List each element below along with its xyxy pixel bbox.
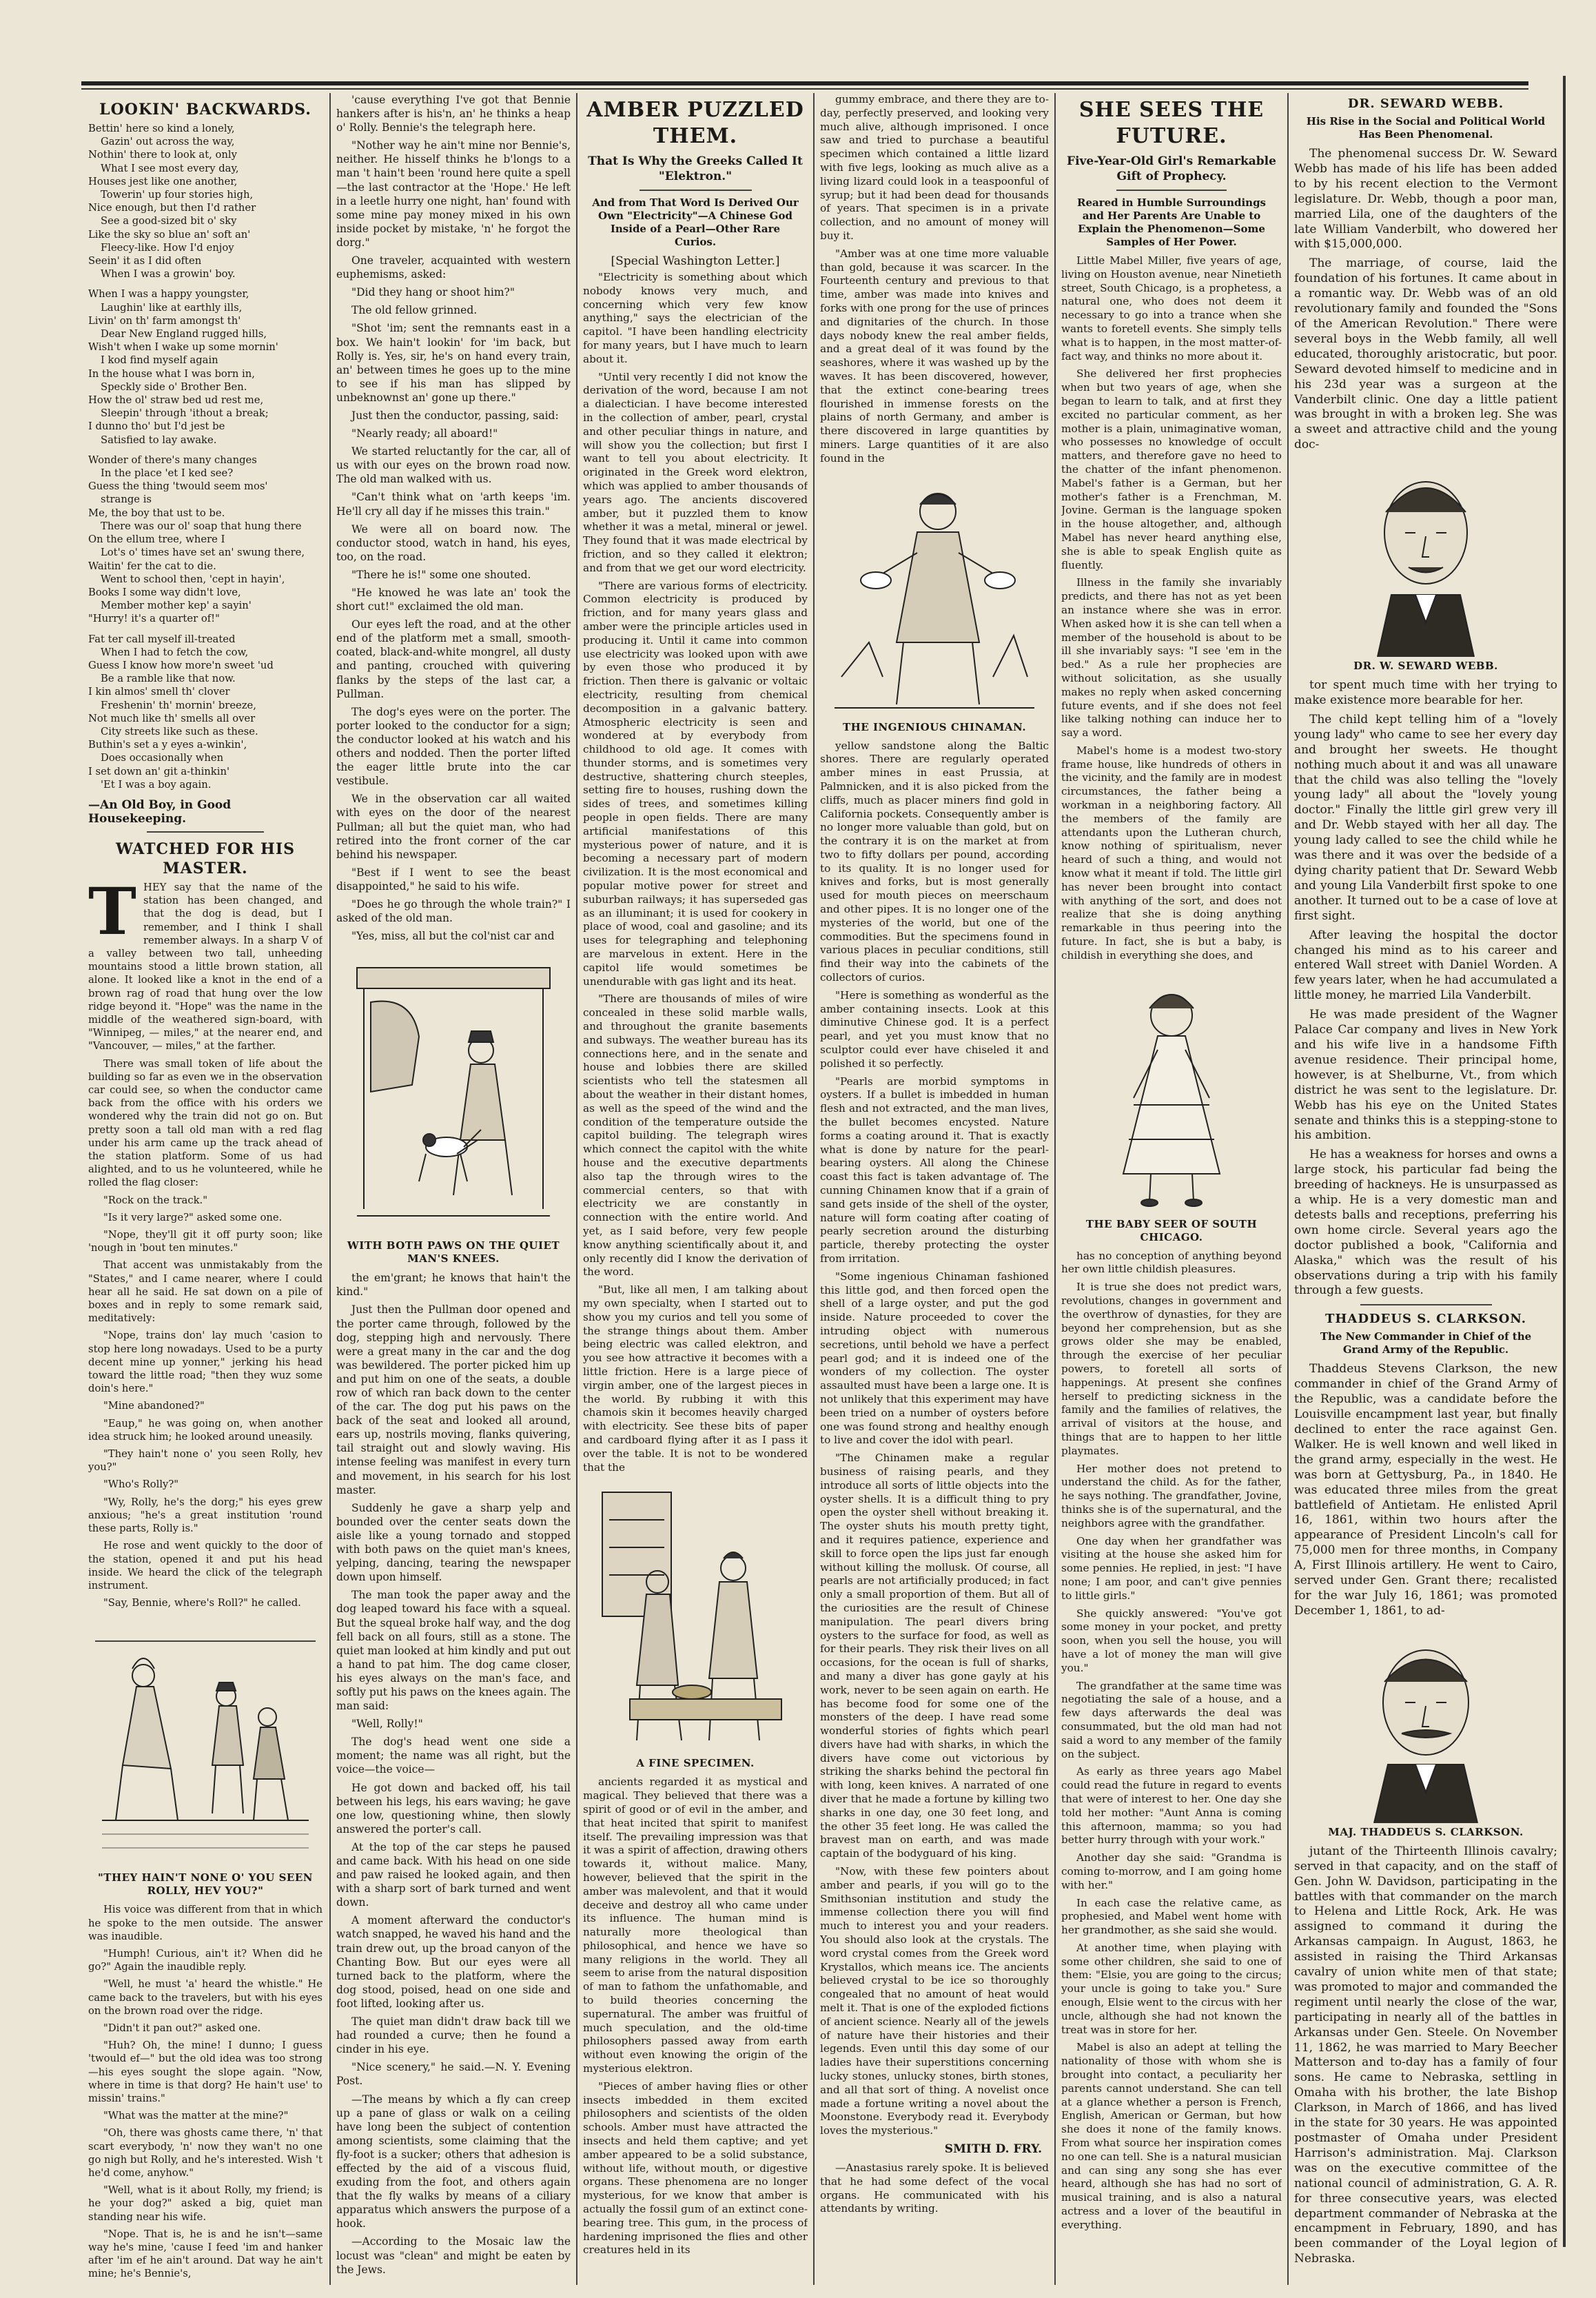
paragraph: "Electricity is something about which nobody knows very much, and concerning which very few know anything," says the electrician of the capitol. "I have been handling electricity for many years, but I have much to learn about it.	[583, 271, 808, 365]
article-body-2	[1061, 1250, 1282, 2233]
poem-line: Sleepin' through 'ithout a break;	[101, 407, 269, 420]
top-border-thin	[81, 88, 1528, 90]
column-5	[1061, 93, 1282, 2288]
paragraph: "Humph! Curious, ain't it? When did he go?" Again the inaudible reply.	[88, 1947, 323, 1973]
figure-baby-seer	[1061, 967, 1282, 1244]
paragraph: The old fellow grinned.	[351, 304, 478, 317]
figure-caption: A FINE SPECIMEN.	[636, 1757, 755, 1770]
poem-line: City streets like such as these.	[101, 725, 258, 738]
poem-line: strange is	[101, 494, 152, 506]
paragraph: "Rock on the track."	[103, 1194, 208, 1206]
paragraph: That accent was unmistakably from the "States," and I came nearer, where I could hear all he said. He sat down on a pile of boxes and in reply to some remark said, meditatively:	[88, 1259, 323, 1325]
paragraph: —According to the Mosaic law the locust was "clean" and might be eaten by the Jews.	[336, 2235, 571, 2276]
story-paragraphs-2	[88, 1903, 323, 2280]
paragraph: "Well, Rolly!"	[351, 1718, 423, 1731]
article-deck-2: The New Commander in Chief of the Grand Army of the Republic.	[1320, 1330, 1532, 1356]
story-body	[88, 873, 323, 1609]
paragraph: "Pieces of amber having flies or other insects imbedded in them excited philosophers and scientists of the olden schools. Amber must have attracted the insects and held them captive; and yet amber appeared to be a solid substance, without life, without mouth, or digestive organs. These phenomena are no longer mysterious, for we know that amber is actually the fossil gum of an extinct cone-bearing tree. This gum, in the process of hardening imprisoned the flies and other creatures held in its	[583, 2080, 808, 2257]
paragraph: Mabel's home is a modest two-story frame house, like hundreds of others in the vicinity, and the family are in modest circumstances, the father being a workman in a neighboring factory. All the members of the family are attendants upon the Lutheran church, know nothing of spiritualism, never heard of such a thing, and would not know what it meant if told. The little girl has never been brought into contact with anything of the sort, and does not realize that she is doing anything remarkable in thus peering into the future. In fact, she is but a baby, is childish in everything she does, and	[1061, 744, 1282, 962]
paragraph: We in the observation car all waited with eyes on the door of the nearest Pullman; all but the quiet man, who had retired into the front corner of the car behind his newspaper.	[336, 793, 571, 861]
paragraph: We were all on board now. The conductor stood, watch in hand, his eyes, too, on the road.	[336, 522, 571, 563]
poem-credit: —An Old Boy, in Good Housekeeping.	[88, 797, 232, 826]
poem-stanza	[88, 287, 323, 446]
paragraph: "Did they hang or shoot him?"	[351, 286, 515, 299]
paragraph: It is true she does not predict wars, revolutions, changes in government and the overthrow of dynasties, for they are beyond her comprehension, but as she grows older she may be enabled, through the exercise of her peculiar powers, to foretell all sorts of happenings. At present she confines herself to predicting sickness in the family and the families of relatives, the arrival of visitors at the house, and things that are to happen to her little playmates.	[1061, 1281, 1282, 1457]
paragraph: Little Mabel Miller, five years of age, living on Houston avenue, near Ninetieth street, South Chicago, is a prophetess, a natural one, who does not deem it necessary to go into a trance when she wants to foretell events. She simply tells what is to happen, in the most matter-of-fact way, and thinks no more about it.	[1061, 254, 1282, 363]
column-4	[820, 93, 1049, 2288]
column-rule	[576, 93, 577, 2285]
paragraph: "Here is something as wonderful as the amber containing insects. Look at this diminutive Chinese god. It is a perfect pearl, and yet you must know that no sculptor could ever have chiseled it and polished it so perfectly.	[820, 988, 1049, 1070]
poem-line: Fleecy-like. How I'd enjoy	[101, 241, 234, 254]
dateline: [Special Washington Letter.]	[611, 254, 780, 268]
paragraph: "Nother way he ain't mine nor Bennie's, neither. He hisself thinks he b'longs to a man 't hain't been 'round here quite a spell—the last contractor at the 'Hope.' He left in a leetle hurry one night, han' found with some mine pay money mixed in his own inside pocket by mistake, 'n' he forgot the dorg."	[336, 139, 571, 249]
paragraph: One day when her grandfather was visiting at the house she asked him for some pennies. He replied, in jest: "I have none; I am poor, and can't give pennies to little girls."	[1061, 1534, 1282, 1602]
column-6	[1294, 93, 1557, 2288]
poem-line: Nice enough, but then I'd rather	[88, 202, 256, 214]
poem-line: When I had to fetch the cow,	[101, 646, 249, 658]
poem-line: Not much like th' smells all over	[88, 712, 256, 724]
paragraph: "But, like all men, I am talking about my own specialty, when I started out to show you my curios and tell you some of the strange things about them. Amber being electric was called elektron, and you see how attractive it becomes with a little friction. Here is a large piece of virgin amber, one of the largest pieces in the world. By rubbing it with this chamois skin it becomes heavily charged with electricity. See these bits of paper and cardboard flying after it as I pass it over the table. It is not to be wondered that the	[583, 1283, 808, 1474]
paragraph: One traveler, acquainted with western euphemisms, asked:	[336, 254, 571, 281]
paragraph: "Shot 'im; sent the remnants east in a box. We hain't lookin' for 'im back, but Rolly is. Yes, sir, he's on hand every train, an' between times he goes up to the mine to see if his man has slipped by unbeknownst an' gone up there."	[336, 322, 571, 404]
paragraph: "Nice scenery," he said.—N. Y. Evening Post.	[336, 2061, 571, 2088]
paragraph: We started reluctantly for the car, all of us with our eyes on the brown road now. The old man walked with us.	[336, 445, 571, 486]
poem-line: Gazin' out across the way,	[101, 136, 235, 148]
poem-line: In the house what I was born in,	[88, 367, 255, 380]
signature: SMITH D. FRY.	[944, 2142, 1042, 2156]
paragraph: "Eaup," he was going on, when another idea struck him; he looked around uneasily.	[88, 1417, 323, 1443]
note	[820, 2162, 1049, 2216]
poem-line: Bettin' here so kind a lonely,	[88, 123, 235, 134]
paragraph: The man took the paper away and the dog leaped toward his face with a squeal. But the squeal broke half way, and the dog fell back on all fours, still as a stone. The quiet man looked at him kindly and put out a hand to pat him. The dog came closer, his eyes always on the man's face, and softly put his paws on the knees again. The man said:	[336, 1589, 571, 1713]
figure-dog-scene	[336, 947, 571, 1265]
paragraph: The phenomenal success Dr. W. Seward Webb has made of his life has been added to by his recent election to the Vermont legislature. Dr. Webb, though a poor man, married Lila, one of the daughters of the late William Vanderbilt, who dowered her with $15,000,000.	[1294, 147, 1557, 252]
paragraph: ancients regarded it as mystical and magical. They believed that there was a spirit of good or of evil in the amber, and that heat incited that spirit to manifest itself. The prevailing impression was that it was a spirit of affection, drawing others towards it, without malice. Many, however, believed that the spirit in the amber was malevolent, and that it would deceive and destroy all who came under its influence. The human mind is naturally more theological than philosophical, and hence we have so many religions in the world. They all seem to arise from the natural disposition of man to fathom the unfathomable, and to build theories concerning the supernatural. The amber was fruitful of much speculation, and the old-time philosophers passed away from earth without even knowing the origin of the mysterious elektron.	[583, 1776, 808, 2075]
paragraph: "Well, what is it about Rolly, my friend; is he your dog?" asked a big, quiet man standing near his wife.	[88, 2184, 323, 2223]
story-title: WATCHED FOR HIS MASTER.	[115, 840, 296, 877]
paragraph: "Is it very large?" asked some one.	[103, 1211, 283, 1223]
article-title: SHE SEES THE FUTURE.	[1078, 98, 1265, 148]
article-body-2	[820, 740, 1049, 2138]
top-border	[81, 81, 1528, 85]
column-rule	[1287, 93, 1289, 2285]
poem-line: When I was a growin' boy.	[101, 268, 236, 281]
paragraph: "Wy, Rolly, he's the dorg;" his eyes grew anxious; "he's a great institution 'round these parts, Rolly is."	[88, 1496, 323, 1535]
paragraph: "Who's Rolly?"	[103, 1478, 179, 1491]
paragraph: "Oh, there was ghosts came there, 'n' that scart everybody, 'n' now they wan't no one go nigh but Rolly, and he's interested. Wish 't he'd come, anyhow."	[88, 2127, 323, 2179]
poem-line: In the place 'et I ked see?	[101, 467, 234, 480]
article-subtitle: Five-Year-Old Girl's Remarkable Gift of Prophecy.	[1067, 154, 1276, 183]
poem-line: Buthin's set a y eyes a-winkin',	[88, 739, 247, 751]
paragraph: has no conception of anything beyond her own little childish pleasures.	[1061, 1249, 1282, 1276]
paragraph: "There are thousands of miles of wire concealed in these solid marble walls, and throughout the granite basements and subways. The weather bureau has its connections here, and in the senate and house and lobbies there are skilled scientists who tell the statesmen all about the weather in their distant homes, as well as the speed of the wind and the condition of the temperature outside the capitol building. The telegraph wires which connect the capitol with the white house and the executive departments also tap the through wires to the commercial centers, so that with electricity we are constantly in connection with the entire world. And yet, as I said before, very few people know anything scientifically about it, and only recently did I know the derivation of the word.	[583, 993, 808, 1279]
poem-line: There was our ol' soap that hung there	[101, 520, 302, 532]
poem-line: Towerin' up four stories high,	[101, 189, 254, 201]
paragraph: The dog's eyes were on the porter. The porter looked to the conductor for a sign; the conductor looked at his watch and his others and nodded. Then the porter lifted the eager little brute into the car vestibule.	[336, 705, 571, 788]
figure-portrait-webb	[1294, 457, 1557, 673]
figure-caption: THE INGENIOUS CHINAMAN.	[842, 720, 1027, 733]
paragraph: "Mine abandoned?"	[103, 1400, 205, 1412]
poem-line: "Hurry! it's a quarter of!"	[88, 613, 220, 625]
paragraph: "There are various forms of electricity. Common electricity is produced by friction, and for many years glass and amber were the principle articles used in producing it. Until it came into common use electricity was looked upon with awe by even those who produced it by friction. Then there is galvanic or voltaic electricity, resulting from chemical decomposition in a galvanic battery. Atmospheric electricity is seen and wondered at by everybody from childhood to old age. It comes with thunder storms, and is sometimes very destructive, shattering church steeples, setting fire to houses, rushing down the sides of trees, and sometimes killing people in open fields. There are many artificial manifestations of this mysterious power of nature, and it is becoming a necessary part of modern civilization. It is the most economical and popular motive power for street and suburban railways; it has superseded gas as an illuminant; it is used for cookery in place of wood, coal and gasoline; and its uses for telegraphing and telephoning are marvelous in extent. Here in the capitol life would sometimes be unendurable with gas light and its heat.	[583, 579, 808, 988]
paragraph: "They hain't none o' you seen Rolly, hev you?"	[88, 1448, 323, 1474]
poem-line: Freshenin' th' mornin' breeze,	[101, 699, 256, 711]
paragraph: "Now, with these few pointers about amber and pearls, if you will go to the Smithsonian institution and study the immense collection there you will find much to interest you and your readers. You should also look at the crystals. The word crystal comes from the Greek word Krystallos, which means ice. The ancients believed crystal to be ice so thoroughly congealed that no amount of heat would melt it. That is one of the exploded fictions of ancient science. Nearly all of the jewels of nature have their histories and their legends. Even until this day some of our ladies have their superstitions concerning lucky stones, unlucky stones, birth stones, and all that sort of thing. A novelist once made a fortune writing a novel about the Moonstone. Everybody read it. Everybody loves the mysterious."	[820, 1865, 1049, 2137]
figure-caption: THE BABY SEER OF SOUTH CHICAGO.	[1085, 1217, 1258, 1243]
poem-line: 'Et I was a boy again.	[101, 778, 212, 791]
poem-line: On the ellum tree, where I	[88, 533, 225, 546]
poem-line: Speckly side o' Brother Ben.	[101, 380, 247, 393]
column-1	[88, 93, 323, 2288]
paragraph: The dog's head went one side a moment; the name was all right, but the voice—the voice—	[336, 1736, 571, 1776]
column-rule	[1054, 93, 1056, 2285]
paragraph: Mabel is also an adept at telling the nationality of those with whom she is brought into contact, a peculiarity her parents cannot understand. She can tell at a glance whether a person is French, English, American or German, but how she does it none of the family knows. From what source her inspiration comes no one can tell. She is a natural musician and can sing any song she has ever heard, although she has had no sort of musical training, and is also a natural actress and a lover of the beautiful in everything.	[1061, 2041, 1282, 2231]
article-body-2	[583, 1776, 808, 2257]
dog-illustration	[343, 947, 564, 1237]
paragraph: She delivered her first prophecies when but two years of age, when she began to learn to talk, and at first they excited no particular comment, as her mother is a plain, unimaginative woman, who possesses no knowledge of occult matters, and therefore gave no heed to the chatter of the infant phenomenon. Mabel's father is a German, but her mother's father is a Frenchman, M. Jovine. German is the language spoken in the house altogether, and, although Mabel has never heard anything else, she is able to speak English quite as fluently.	[1061, 367, 1282, 571]
column-3	[583, 93, 808, 2288]
paragraph: "Say, Bennie, where's Roll?" he called.	[103, 1597, 301, 1609]
paragraph: The grandfather at the same time was negotiating the sale of a house, and a few days afterwards the deal was consummated, but the old man had not said a word to any member of the family on the subject.	[1061, 1679, 1282, 1760]
poem-line: Nothin' there to look at, only	[88, 149, 237, 161]
story-continued	[336, 93, 571, 943]
article-subtitle: That Is Why the Greeks Called It "Elektron."	[588, 154, 803, 183]
paragraph: In each case the relative came, as prophesied, and Mabel went home with her grandmother, as she said she would.	[1061, 1896, 1282, 1937]
paragraph: "Nope, they'll git it off purty soon; like 'nough in 'bout ten minutes."	[88, 1229, 323, 1254]
paragraph: He got down and backed off, his tail between his legs, his ears waving; he gave one low, questioning whine, then slowly answered the porter's call.	[336, 1781, 571, 1836]
poem-line: Books I some way didn't love,	[88, 586, 241, 598]
article-title: DR. SEWARD WEBB.	[1347, 96, 1504, 111]
paragraph: "There he is!" some one shouted.	[351, 568, 531, 581]
figure-caption: MAJ. THADDEUS S. CLARKSON.	[1328, 1825, 1524, 1838]
poem-line: Went to school then, 'cept in hayin',	[101, 573, 285, 585]
poem-title: LOOKIN' BACKWARDS.	[99, 101, 311, 119]
paragraph: The marriage, of course, laid the foundation of his fortunes. It came about in a romantic way. Dr. Webb was of an old revolutionary family and founded the "Sons of the American Revolution." There were several boys in the Webb family, all well educated, thoroughly aristocratic, but poor. Seward devoted himself to medicine and in his 23d year was a surgeon at the Vanderbilt clinic. One day a little patient was brought in with a broken leg. She was a sweet and attractive child and the young doc-	[1294, 256, 1557, 452]
paragraph: yellow sandstone along the Baltic shores. There are regularly operated amber mines in east Prussia, at Palmnicken, and it is also picked from the cliffs, much as placer miners find gold in California pockets. Consequently amber is no longer more valuable than gold, but on the contrary it is on the market at from two to fifty dollars per pound, according to its quality. It is no longer used for knives and forks, but is most generally used for mouth pieces on meerschaum and other pipes. It is no longer one of the mysteries of the world, but one of the commodities. But the specimens found in various places in peculiar conditions, still find their way into the cabinets of the collectors of curios.	[820, 739, 1049, 984]
article-body	[1061, 254, 1282, 963]
paragraph: —The means by which a fly can creep up a pane of glass or walk on a ceiling have long been the subject of contention among scientists, some claiming that the fly-foot is a sucker; others that adhesion is effected by the aid of a viscous fluid, exuding from the foot, and others again that the fly walks by means of a ciliary apparatus which answers the purpose of a hook.	[336, 2093, 571, 2230]
paragraph: "Best if I went to see the beast disappointed," he said to his wife.	[336, 866, 571, 893]
column-2	[336, 93, 571, 2288]
poem-line: Laughin' like at earthly ills,	[101, 301, 243, 314]
story-paragraphs-2	[336, 1271, 571, 2276]
paragraph: HEY say that the name of the station has been changed, and that the dog is dead, but I remember, and I think I shall remember always. In a sharp V of a valley between two tall, unheeding mountains stood a little brown station, all alone. It looked like a knot in the end of a brown rag of road that hung over the low ridge beyond it. "Hope" was the name in the middle of the weathered sign-board, with "Winnipeg, — miles," at the nearer end, and "Vancouver, — miles," at the farther.	[88, 881, 323, 1053]
poem-line: Houses jest like one another,	[88, 175, 238, 187]
paragraph: Illness in the family she invariably predicts, and there has not as yet been an instance where she was in error. When asked how it is she can tell when a member of the household is about to be ill she invariably says: "I see 'em in the bed." As a rule her prophecies are without solicitation, as she usually makes no reply when asked concerning future events, and if she does not feel like talking nothing can induce her to say a word.	[1061, 576, 1282, 740]
poem-line: Member mother kep' a sayin'	[101, 600, 252, 612]
figure-caption: DR. W. SEWARD WEBB.	[1353, 660, 1498, 673]
paragraph: "Can't think what on 'arth keeps 'im. He'll cry all day if he misses this train."	[336, 491, 571, 518]
paragraph: The quiet man didn't draw back till we had rounded a curve; then he found a cinder in his eye.	[336, 2015, 571, 2056]
figure-specimen	[583, 1478, 808, 1770]
paragraph: "Well, he must 'a' heard the whistle." He came back to the travelers, but with his eyes on the brown road over the ridge.	[88, 1978, 323, 2017]
article-body	[583, 271, 808, 1474]
baby-seer-illustration	[1068, 967, 1275, 1215]
paragraph: "Nearly ready; all aboard!"	[351, 427, 498, 440]
poem-line: Lot's o' times have set an' swung there,	[101, 547, 305, 559]
poem-line: What I see most every day,	[101, 162, 239, 174]
paragraph: Her mother does not pretend to understand the child. As for the father, he says nothing. The grandfather, Jovine, thinks she is of the supernatural, and the neighbors agree with the grandfather.	[1061, 1462, 1282, 1529]
paragraph: "Does he go through the whole train?" I asked of the old man.	[336, 897, 571, 925]
story-paragraphs	[88, 873, 323, 1609]
paragraph: He has a weakness for horses and owns a large stock, his particular fad being the breeding of hackneys. He is unsurpassed as a whip. He is a very domestic man and detests balls and receptions, preferring his own home circle. Several years ago the doctor published a book, "California and Alaska," which was the result of his observations during a trip with his family through a few guests.	[1294, 1148, 1557, 1298]
poem-stanza	[88, 454, 323, 626]
figure-chinaman	[820, 470, 1049, 734]
separator	[1360, 1304, 1492, 1305]
paragraph: the em'grant; he knows that hain't the kind."	[336, 1272, 571, 1299]
poem-line: Guess the thing 'twould seem mos'	[88, 480, 268, 493]
poem	[88, 122, 323, 791]
paragraph: "Pearls are morbid symptoms in oysters. If a bullet is imbedded in human flesh and not extracted, and the man lives, the bullet becomes encysted. Nature forms a coating around it. That is exactly what is done by nature for the pearl-bearing oysters. All along the Chinese coast this fact is taken advantage of. The cunning Chinamen know that if a grain of sand gets inside of the shell of the oyster, nature will form coating after coating of pearly secretion around the disturbing particle, thereby protecting the oyster from irritation.	[820, 1075, 1049, 1265]
separator	[147, 831, 264, 833]
poem-line: I set down an' git a-thinkin'	[88, 765, 230, 777]
poem-line: I kod find myself again	[101, 354, 218, 367]
paragraph: "Huh? Oh, the mine! I dunno; I guess 'twould ef—" but the old idea was too strong—his eyes sought the slope again. "Now, where in time is that dorg? He hain't use' to missin' trains."	[88, 2040, 323, 2104]
poem-line: Like the sky so blue an' soft an'	[88, 228, 251, 241]
station-illustration	[95, 1614, 316, 1869]
paragraph: He was made president of the Wagner Palace Car company and lives in New York and his wife live in a handsome Fifth avenue residence. Their principal home, however, is at Shelburne, Vt., from which district he was sent to the legislature. Dr. Webb has his eye on the United States senate and thinks this is a stepping-stone to his ambition.	[1294, 1008, 1557, 1143]
article-title: AMBER PUZZLED THEM.	[586, 98, 804, 148]
paragraph: "Didn't it pan out?" asked one.	[103, 2022, 261, 2034]
paragraph: "Until very recently I did not know the derivation of the word, because I am not a dialectician. I have become interested in the collection of amber, pearl, crystal and other peculiar things in nature, and will show you the collection; but first I want to tell you about electricity. It originated in the Greek word elektron, which was applied to amber thousands of years ago. The ancients discovered amber, but it puzzled them to know whether it was a metal, mineral or jewel. They found that it was made electrical by friction, and so they called it elektron; and from that we get our word electricity.	[583, 370, 808, 574]
paragraph: "He knowed he was late an' took the short cut!" exclaimed the old man.	[336, 587, 571, 613]
article-deck: Reared in Humble Surroundings and Her Parents Are Unable to Explain the Phenomenon—Some Samples of Her Power.	[1077, 196, 1266, 248]
poem-line: I kin almos' smell th' clover	[88, 686, 230, 698]
paragraph: His voice was different from that in which he spoke to the men outside. The answer was inaudible.	[88, 1904, 323, 1942]
portrait-clarkson	[1333, 1623, 1519, 1823]
paragraph: "What was the matter at the mine?"	[103, 2110, 289, 2122]
right-border	[1563, 76, 1566, 2247]
chinaman-illustration	[828, 470, 1041, 718]
poem-line: Seein' it as I did often	[88, 255, 202, 267]
paragraph: "Some ingenious Chinaman fashioned this little god, and then forced open the shell of a large oyster, and put the god inside. Nature proceeded to cover the intruding object with numerous secretions, until behold we have a perfect pearl god; and it is indeed one of the wonders of my collection. The oyster assaulted must have been a large one. It is not unlikely that this experiment may have been tried on a number of oysters before one was found strong and healthy enough to live and cover the idol with pearl.	[820, 1270, 1049, 1447]
paragraph: Suddenly he gave a sharp yelp and bounded over the center seats down the aisle like a young tornado and stopped with both paws on the quiet man's knees, yelping, dancing, tearing the newspaper down upon himself.	[336, 1501, 571, 1584]
figure-caption: WITH BOTH PAWS ON THE QUIET MAN'S KNEES.	[347, 1239, 560, 1265]
paragraph: "Yes, miss, all but the col'nist car and	[351, 930, 555, 943]
poem-line: Does occasionally when	[101, 752, 224, 764]
poem-line: Satisfied to lay awake.	[101, 434, 217, 446]
paragraph: She quickly answered: "You've got some money in your pocket, and pretty soon, when you sell the house, you will have a lot of money the man will give you."	[1061, 1607, 1282, 1674]
separator	[640, 190, 752, 191]
column-rule	[813, 93, 815, 2285]
specimen-illustration	[589, 1478, 802, 1754]
poem-line: Dear New England rugged hills,	[101, 328, 267, 340]
paragraph: As early as three years ago Mabel could read the future in regard to events that were of interest to her. One day she told her mother: "Aunt Anna is coming this afternoon, mamma; so you had better hurry through with your work."	[1061, 1765, 1282, 1847]
note-text: —Anastasius rarely spoke. It is believed that he had some defect of the vocal organs. He communicated with his attendants by writing.	[820, 2162, 1049, 2215]
paragraph: "Nope, trains don' lay much 'casion to stop here long nowadays. Used to be a purty decent mine up yonner," jerking his head toward the little road; "then they wuz some doin's here."	[88, 1330, 323, 1395]
article-deck: And from That Word Is Derived Our Own "Electricity"—A Chinese God Inside of a Pearl—Other Rare Curios.	[592, 196, 799, 248]
figure-portrait-clarkson	[1294, 1623, 1557, 1839]
poem-line: Waitin' fer the cat to die.	[88, 560, 216, 572]
poem-line: I dunno tho' but I'd jest be	[88, 420, 225, 433]
poem-line: See a good-sized bit o' sky	[101, 215, 237, 227]
paragraph: Just then the Pullman door opened and the porter came through, followed by the dog, stepping high and nervously. There were a great many in the car and the dog was bewildered. The porter picked him up and put him on one of the seats, a double row of which ran back down to the center of the car. The dog put his paws on the back of the seat and looked all around, ears up, nostrils moving, flanks quivering, tail straight out and slowly waving. His intense feeling was manifest in every turn and movement, in his search for his lost master.	[336, 1303, 571, 1496]
article-title-2: THADDEUS S. CLARKSON.	[1325, 1312, 1526, 1327]
figure-station-scene	[88, 1614, 323, 1898]
paragraph: At another time, when playing with some other children, she said to one of them: "Elsie, you are going to the circus; your uncle is going to take you." Sure enough, Elsie went to the circus with her uncle, although she had not known the treat was in store for her.	[1061, 1941, 1282, 2036]
paragraph: At the top of the car steps he paused and came back. With his head on one side and paw raised he looked again, and then with a sharp sort of bark turned and went down.	[336, 1840, 571, 1909]
drop-cap: T	[88, 873, 136, 950]
paragraph: Our eyes left the road, and at the other end of the platform met a small, smooth-coated, black-and-white mongrel, all dusty and panting, crouched with quivering flanks by the steps of the last car, a Pullman.	[336, 618, 571, 700]
article-body-4	[1294, 1844, 1557, 2267]
paragraph: Thaddeus Stevens Clarkson, the new commander in chief of the Grand Army of the Republic, was a candidate before the Louisville encampment last year, but finally declined to enter the race against Gen. Walker. He is well known and well liked in the grand army, especially in the west. He was born at Gettysburg, Pa., in 1840. He was educated three miles from the great battlefield of Antietam. He enlisted April 16, 1861, within two hours after the appearance of President Lincoln's call for 75,000 men for three months, in Company A, First Illinois artillery. He went to Cairo, served under Gen. Grant there; recalisted for the war July 16, 1861; was promoted December 1, 1861, to ad-	[1294, 1362, 1557, 1618]
poem-line: Be a ramble like that now.	[101, 673, 236, 685]
paragraph: Just then the conductor, passing, said:	[351, 409, 559, 422]
poem-line: Fat ter call myself ill-treated	[88, 633, 236, 645]
article-body-2	[1294, 678, 1557, 1299]
paragraph: 'cause everything I've got that Bennie hankers after is his'n, an' he thinks a heap o' Rolly. Bennie's the telegraph here.	[336, 94, 571, 134]
paragraph: tor spent much time with her trying to make existence more bearable for her.	[1294, 678, 1557, 708]
poem-line: When I was a happy youngster,	[88, 288, 249, 301]
paragraph: He rose and went quickly to the door of the station, opened it and put his head inside. We heard the click of the telegraph instrument.	[88, 1540, 323, 1592]
paragraph: The child kept telling him of a "lovely young lady" who came to see her every day and brought her sweets. He thought nothing much about it and was all unaware that the child was also telling the "lovely young lady" all about the "lovely young doctor." Finally the little girl grew very ill and Dr. Webb stayed with her all day. The young lady called to see the child while he was there and it was over the bedside of a dying charity patient that Dr. Seward Webb and young Lila Vanderbilt first spoke to one another. It turned out to be a case of love at first sight.	[1294, 712, 1557, 923]
poem-line: Guess I know how more'n sweet 'ud	[88, 659, 274, 671]
column-rule	[329, 93, 331, 2285]
poem-line: Me, the boy that ust to be.	[88, 507, 225, 519]
poem-stanza	[88, 633, 323, 791]
paragraph: Another day she said: "Grandma is coming to-morrow, and I am going home with her."	[1061, 1851, 1282, 1891]
paragraph: gummy embrace, and there they are to-day, perfectly preserved, and looking very much alive, although imprisoned. I once saw and tried to purchase a beautiful specimen which contained a little lizard with five legs, looking as much alive as a living lizard could look in a teaspoonful of syrup; but it had been dead for thousands of years. That specimen is in a private collection, and no amount of money will buy it.	[820, 93, 1049, 242]
poem-line: Livin' on th' farm amongst th'	[88, 314, 241, 327]
poem-line: Wonder of there's many changes	[88, 454, 257, 466]
poem-line: How the ol' straw bed ud rest me,	[88, 394, 264, 407]
portrait-webb	[1336, 457, 1515, 657]
poem-stanza	[88, 122, 323, 281]
paragraph: After leaving the hospital the doctor changed his mind as to his career and entered Wall street with Daniel Worden. A few years later, when he had accumulated a little money, he married Lila Vanderbilt.	[1294, 928, 1557, 1003]
figure-caption: "THEY HAIN'T NONE O' YOU SEEN ROLLY, HEV YOU?"	[97, 1871, 314, 1898]
paragraph: "Amber was at one time more valuable than gold, because it was scarcer. In the Fourteenth century and previous to that time, amber was made into knives and forks with one prong for the use of princes and dignitaries of the church. In those days nobody knew the real amber fields, and a great deal of it was found by the seashores, where it was washed up by the waves. It has been discovered, however, that the extinct cone-bearing trees flourished in immense forests on the plains of north Germany, and amber is there discovered in large quantities by miners. Large quantities of it are also found in the	[820, 247, 1049, 465]
article-body-3	[1294, 1362, 1557, 1618]
poem-line: Wish't when I wake up some mornin'	[88, 341, 278, 354]
paragraph: "Nope. That is, he is and he isn't—same way he's mine, 'cause I feed 'im and hanker after 'im ef he ain't around. Dat way he ain't mine; he's Bennie's,	[88, 2228, 323, 2280]
article-continued	[820, 93, 1049, 466]
separator	[1116, 190, 1227, 191]
article-body	[1294, 147, 1557, 453]
paragraph: A moment afterward the conductor's watch snapped, he waved his hand and the train drew out, up the broad canyon of the Chanting Bow. But our eyes were all turned back to the platform, where the dog stood, poised, head on one side and foot lifted, looking after us.	[336, 1914, 571, 2010]
article-deck: His Rise in the Social and Political World Has Been Phenomenal.	[1306, 115, 1546, 141]
paragraph: jutant of the Thirteenth Illinois cavalry; served in that capacity, and on the staff of Gen. John W. Davidson, participating in the battles with that commander on the march to Helena and Little Rock, Ark. He was assigned to command it during the Arkansas campaign. In August, 1863, he assisted in raising the Third Arkansas cavalry of union white men of that state; was promoted to major and commanded the regiment until nearly the close of the war, participating in nearly all of the battles in Arkansas under Gen. Steele. On November 11, 1862, he was married to Mary Beecher Matterson and to-day has a family of four sons. He came to Nebraska, settling in Omaha with his brother, the late Bishop Clarkson, in March of 1866, and has lived in the state for 30 years. He was appointed postmaster of Omaha under President Harrison's administration. Maj. Clarkson was on the executive committee of the national council of administration, G. A. R. for three consecutive years, was elected department commander of Nebraska at the encampment in February, 1890, and has been commander of the Loyal legion of Nebraska.	[1294, 1844, 1557, 2266]
paragraph: There was small token of life about the building so far as even we in the observation car could see, so when the conductor came back from the office with his orders we wondered why the train did not go on. But pretty soon a tall old man with a red flag under his arm came up the track ahead of the station platform. Some of us had alighted, and to us he volunteered, while he rolled the flag closer:	[88, 1057, 323, 1189]
paragraph: "The Chinamen make a regular business of raising pearls, and they introduce all sorts of little objects into the oyster shells. It is a difficult thing to pry open the oyster shell without breaking it. The oyster shuts his mouth pretty tight, and it requires patience, experience and skill to force open the lips just far enough without killing the mollusk. Of course, all pearls are not artificially produced; in fact only a small proportion of them. But all of the curiosities are the result of Chinese manipulation. The pearl divers bring oysters to the surface for food, as well as for their pearls. They risk their lives on all occasions, for the ocean is full of sharks, and many a diver has gone gayly at his work, never to be seen again on earth. He has become food for some one of the monsters of the deep. I have read some wonderful stories of fights which pearl divers have had with sharks, in which the divers have come out victorious by striking the sharks behind the pectoral fin with long, keen knives. A narrated of one diver that he made a fortune by killing two sharks in one day, one 30 feet long, and the other 35 feet long. He was called the bravest man on earth, and was made captain of the bodyguard of his king.	[820, 1452, 1049, 1860]
